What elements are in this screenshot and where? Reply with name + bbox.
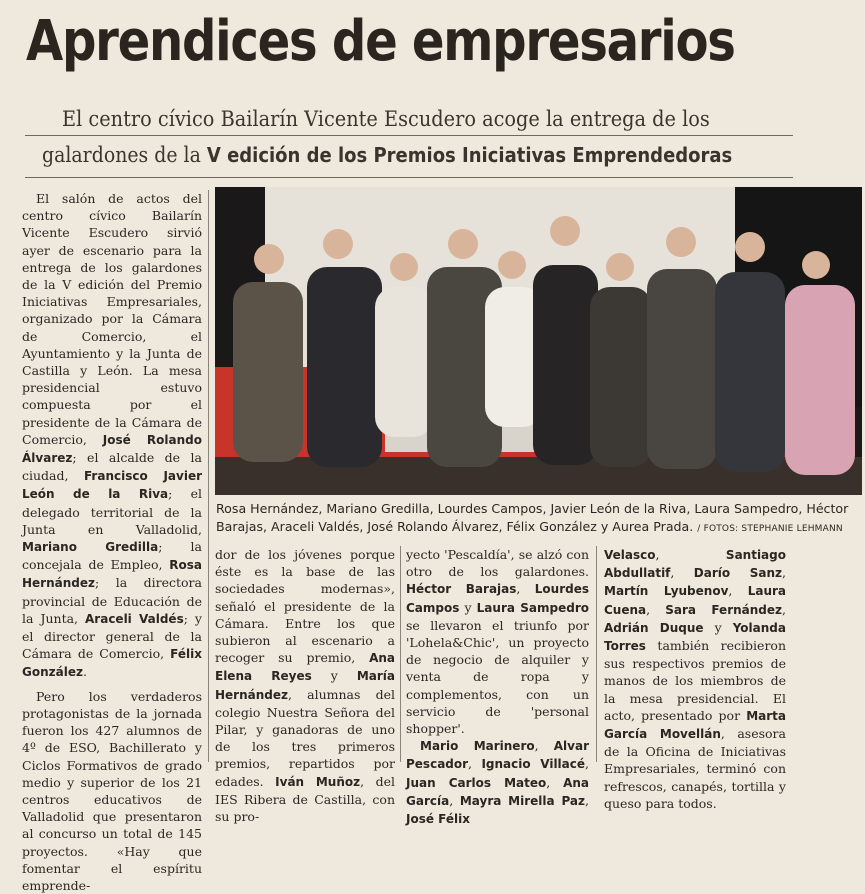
column-3-paragraph-1: yecto 'Pescaldía', se alzó con otro de los galardones. Héctor Barajas, Lourdes Campos y Laura Sampedro se llevaron el triunfo por 'Lohela&Chic', un proyecto de negocio de alquiler y venta de ropa y complementos, con un servicio de 'personal shopper'. bbox=[406, 547, 590, 737]
column-divider-3 bbox=[596, 546, 597, 762]
column-divider-1 bbox=[208, 190, 209, 762]
column-1-paragraph-1: El salón de actos del centro cívico Bailarín Vicente Escudero sirvió ayer de escenario para la entrega de los galardones de la V edición del Premio Iniciativas Empresariales, organizado por la Cámara de Comercio, el Ayuntamiento y la Junta de Castilla y León. La mesa presidencial estuvo compuesta por el presidente de la Cámara de Comercio, José Rolando Álvarez; el alcalde de la ciudad, Francisco Javier León de la Riva; el delegado territorial de la Junta en Valladolid, Mariano Gredilla; la concejala de Empleo, Rosa Hernández; la directora provincial de Educación de la Junta, Araceli Valdés; y el director general de la Cámara de Comercio, Félix González. bbox=[22, 191, 202, 680]
column-2-paragraph: dor de los jóvenes porque éste es la base de las sociedades modernas», señaló el presidente de la Cámara. Entre los que subieron al escenario a recoger su premio, Ana Elena Reyes y María Hernández, alumnas del colegio Nuestra Señora del Pilar, y ganadoras de uno de los tres primeros premios, repartidos por edades. Iván Muñoz, del IES Ribera de Castilla, con su pro- bbox=[215, 547, 396, 825]
caption-text: Rosa Hernández, Mariano Gredilla, Lourdes Campos, Javier León de la Riva, Laura Sampedro, Héctor Barajas, Araceli Valdés, José Rolando Álvarez, Félix González y Aurea Prada. bbox=[216, 501, 849, 534]
column-divider-2 bbox=[400, 546, 401, 762]
column-2 bbox=[215, 546, 395, 825]
headline: Aprendices de empresarios bbox=[26, 9, 735, 74]
deck-rule-bottom bbox=[25, 177, 793, 178]
column-4-paragraph: Velasco, Santiago Abdullatif, Darío Sanz, Martín Lyubenov, Laura Cuena, Sara Fernández, Adrián Duque y Yolanda Torres también recibieron sus respectivos premios de manos de los miembros de la mesa presidencial. El acto, presentado por Marta García Movellán, asesora de la Oficina de Iniciativas Empresariales, terminó con refrescos, canapés, tortilla y queso para todos. bbox=[604, 547, 787, 811]
deck-rule-mid bbox=[25, 135, 793, 136]
column-3 bbox=[406, 546, 589, 828]
column-4 bbox=[604, 546, 786, 812]
deck-line-2-bold: V edición de los Premios Iniciativas Emprendedoras bbox=[206, 143, 733, 167]
award-ceremony-photo bbox=[215, 187, 862, 495]
photo-credit: / FOTOS: STEPHANIE LEHMANN bbox=[697, 524, 843, 534]
deck-line-2-plain: galardones de la bbox=[42, 143, 207, 167]
deck-line-1: El centro cívico Bailarín Vicente Escudero acoge la entrega de los bbox=[62, 107, 710, 131]
deck-line-2 bbox=[42, 140, 732, 170]
column-1 bbox=[22, 190, 202, 894]
column-1-paragraph-2: Pero los verdaderos protagonistas de la jornada fueron los 427 alumnos de 4º de ESO, Bachillerato y Ciclos Formativos de grado medio y superior de los 21 centros educativos de Valladolid que presentaron al concurso un total de 145 proyectos. «Hay que fomentar el espíritu emprende- bbox=[22, 688, 202, 893]
column-3-paragraph-2: Mario Marinero, Alvar Pescador, Ignacio Villacé, Juan Carlos Mateo, Ana García, Mayra Mirella Paz, José Félix bbox=[406, 738, 590, 827]
photo-caption bbox=[216, 500, 861, 538]
